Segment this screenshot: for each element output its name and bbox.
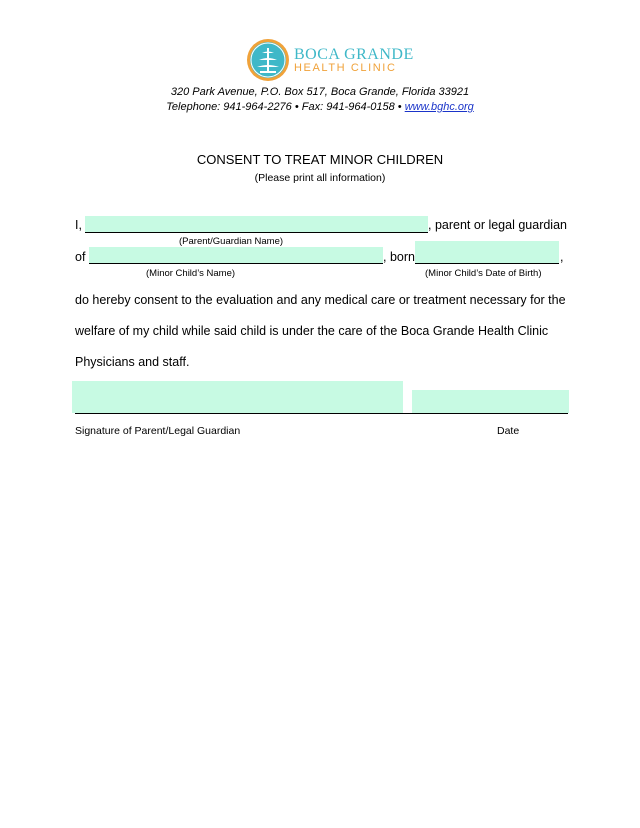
line2-born: , born <box>383 250 415 264</box>
consent-text-line-3: Physicians and staff. <box>75 355 190 369</box>
date-field[interactable] <box>412 390 569 413</box>
fountain-logo-icon <box>246 38 290 82</box>
child-name-field[interactable] <box>89 247 383 264</box>
child-dob-caption: (Minor Child’s Date of Birth) <box>425 268 542 279</box>
signature-label: Signature of Parent/Legal Guardian <box>75 425 241 437</box>
website-link[interactable]: www.bghc.org <box>404 101 474 113</box>
line1-suffix: , parent or legal guardian <box>428 218 567 232</box>
clinic-logo <box>246 38 290 82</box>
signature-line <box>75 413 568 414</box>
brand-subtitle: HEALTH CLINIC <box>294 62 397 74</box>
consent-text-line-2: welfare of my child while said child is under the care of the Boca Grande Health Clinic <box>75 324 549 338</box>
date-label: Date <box>497 425 520 437</box>
clinic-address: 320 Park Avenue, P.O. Box 517, Boca Grande, Florida 33921 <box>170 86 470 98</box>
consent-text-line-1: do hereby consent to the evaluation and any medical care or treatment necessary for the <box>75 293 566 307</box>
form-subtitle: (Please print all information) <box>254 172 386 184</box>
guardian-name-field[interactable] <box>85 216 428 233</box>
brand-name: BOCA GRANDE <box>294 46 414 63</box>
contact-numbers: Telephone: 941-964-2276 • Fax: 941-964-0158 • <box>166 101 405 113</box>
child-dob-field[interactable] <box>415 241 559 264</box>
clinic-contact <box>0 101 640 113</box>
child-name-caption: (Minor Child’s Name) <box>146 268 236 279</box>
line1-prefix: I, <box>75 218 82 232</box>
signature-field[interactable] <box>72 381 403 413</box>
line2-prefix: of <box>75 250 86 264</box>
guardian-name-caption: (Parent/Guardian Name) <box>179 236 284 247</box>
form-title: CONSENT TO TREAT MINOR CHILDREN <box>196 152 444 167</box>
line2-end: , <box>560 250 564 264</box>
